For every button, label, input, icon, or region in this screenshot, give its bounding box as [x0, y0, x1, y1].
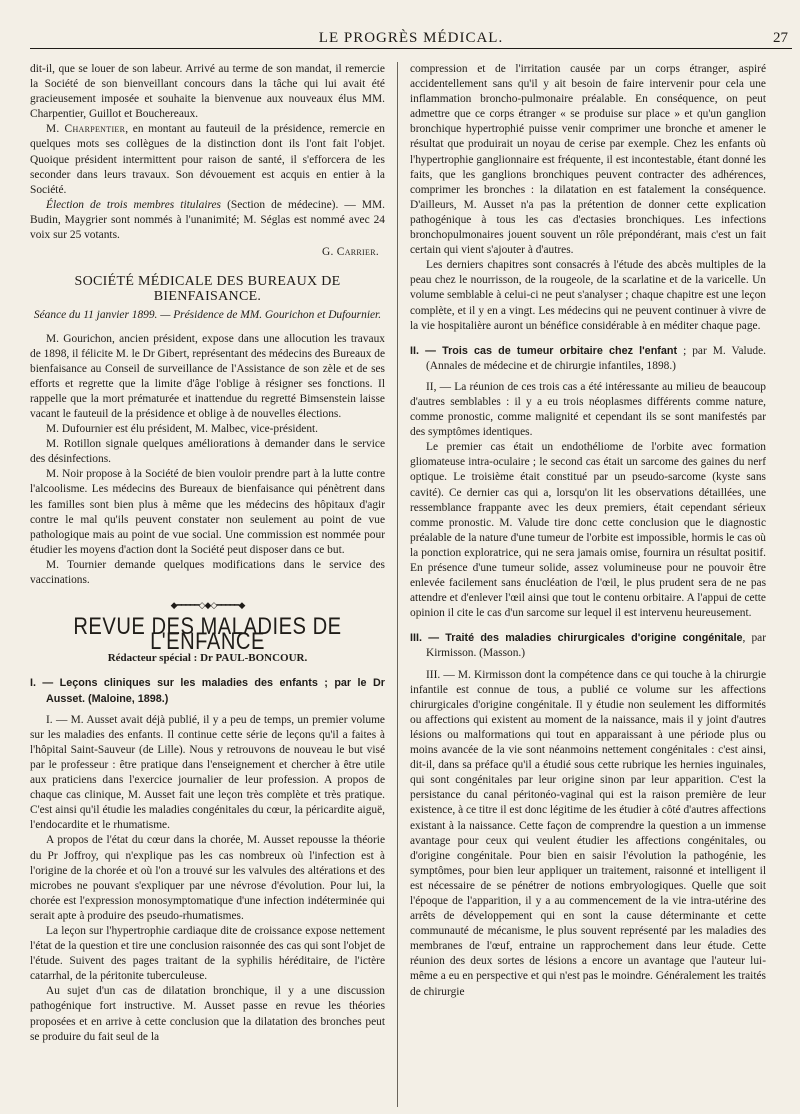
- section-title: SOCIÉTÉ MÉDICALE DES BUREAUX DE BIENFAISANCE.: [74, 274, 341, 305]
- paragraph: A propos de l'état du cœur dans la chorée, M. Ausset repousse la théorie du Pr Joffroy, qui n'explique pas les cas nombreux où l'infection est à l'origine de la chorée et où l'on a trouvé sur les valvules des altérations et des microbes ne pouvant s'expliquer par une névrose d'évolution. Pour lui, la chorée est l'expression monosymptomatique d'une infection indéterminée qui serait apte à produire des pseudo-rhumatismes.: [30, 834, 385, 922]
- paragraph-text: (Section de médecine). — MM. Budin, Maygrier sont nommés à l'unanimité; M. Séglas est nommé avec 24 voix sur 25 votants.: [30, 198, 385, 242]
- page-header: [30, 26, 792, 49]
- signature: G. Carrier.: [321, 246, 379, 259]
- paragraph: La leçon sur l'hypertrophie cardiaque dite de croissance expose nettement l'état de la question et tire une conclusion raisonnée des cas qui sont l'objet de l'étude. Suivent des pages traitant de la syphilis héréditaire, de l'ictère catarrhal, de la péritonite tuberculeuse.: [30, 924, 385, 983]
- paragraph: Le premier cas était un endothéliome de l'orbite avec formation gliomateuse intra-oculaire ; le second cas était un sarcome des gaines du nerf optique. Le troisième était constitué par un pseudo-sarcome (kyste sans cavité). Ce dernier cas qui a, lorsqu'on lit les observations détaillées, une ressemblance frappante avec les deux premiers, était cependant sérieux comme pronostic. M. Valude tire donc cette conclusion que le diagnostic préalable de la nature d'une tumeur de l'orbite est impossible, hormis le cas où la ponction exploratrice, qui ne sera jamais omise, fournira un résultat positif. En présence d'une tumeur solide, assez volumineuse pour ne pouvoir être enlevée facilement sans énucléation de l'œil, le plus prudent sera de ne pas attendre et d'enlever l'œil ainsi que tout le contenu orbitaire. A l'appui de cette opinion il cite le cas d'un sarcome sur lequel il est intervenu heureusement.: [410, 441, 766, 620]
- section-session: Séance du 11 janvier 1899. — Présidence de MM. Gourichon et Dufournier.: [33, 309, 382, 322]
- paragraph: [30, 198, 385, 243]
- page-number: 27: [773, 30, 788, 46]
- ornament-divider: ◆━━━━━◇◆◇━━━━━◆: [170, 600, 245, 611]
- paragraph: Au sujet d'un cas de dilatation bronchique, il y a une discussion pathogénique fort instructive. M. Ausset passe en revue les théories proposées et en arrive à cette conclusion que la dilatation des bronches peut se produire du fait seul de la: [30, 985, 385, 1043]
- person-name: M. Charpentier: [46, 123, 126, 136]
- paragraph: I. — M. Ausset avait déjà publié, il y a peu de temps, un premier volume sur les maladies des enfants. Il continue cette série de leçons qu'il a faites à l'hôpital Saint-Sauveur (de Lille). Nous y retrouvons de nouveau le but visé par le professeur : être pratique dans l'enseignement et chercher à être utile aux praticiens dans l'exercice journalier de leur profession. A propos de chaque cas clinique, M. Ausset fait une leçon très complète et très pratique. C'est ainsi qu'il étudie les maladies congénitales du cœur, la péricardite aiguë, l'endocardite et le rhumatisme.: [30, 713, 385, 832]
- paragraph: III. — M. Kirmisson dont la compétence dans ce qui touche à la chirurgie infantile est connue de tous, a publié ce volume sur les affections chirurgicales d'origine congénitale. Il y étudie non seulement les difformités ou affections qui existent au moment de la naissance, mais il y joint d'autres lésions ou malformations qui tout en apparaissant à une période plus ou moins avancée de la vie sont néanmoins nettement congénitales : c'est ainsi, dit-il, dans sa préface qu'il a étudié sous cette rubrique les hernies inguinales, qui sont congénitales par leur origine sinon par leur apparition. C'est la persistance du canal péritonéo-vaginal qui est la raison première de leur existence, à ce titre il est donc légitime de les étudier à côté d'autres affections existant à la naissance. Cette façon de comprendre la question a un immense avantage pour ceux qui veulent étudier les affections congénitales, ou d'origine congénitale. Pour bien en saisir l'évolution la pathogénie, les symptômes, pour bien leur appliquer un traitement, raisonné et intelligent il est nécessaire de se pénétrer de notions embryologiques. Quelle que soit l'époque de l'apparition, il y a au commencement de la vie intra-utérine des arrêts de développement qui en sont la cause déterminante et cette communauté de mécanisme, le plus souvent représenté par les maladies des membranes de l'œuf, entraine un rapprochement dans leur étude. Cette réunion des deux sortes de lésions a encore un avantage que l'auteur lui-même a eu en perspective et qui n'est pas le moindre. Généralement les traités de chirurgie: [410, 668, 766, 998]
- paragraph: M. Dufournier est élu président, M. Malbec, vice-président.: [46, 423, 319, 436]
- revue-title: REVUE DES MALADIES DE L'ENFANCE: [73, 613, 342, 656]
- paragraph: [30, 122, 385, 197]
- paragraph: II, — La réunion de ces trois cas a été intéressante au milieu de beaucoup d'autres semblables : il y a eu trois néoplasmes différents comme nature, comme pronostic, comme malignité et cependant ils se sont manifestés par des symptômes identiques.: [410, 380, 766, 439]
- paragraph: M. Tournier demande quelques modifications dans le service des vaccinations.: [30, 558, 385, 586]
- running-title: LE PROGRÈS MÉDICAL.: [318, 30, 504, 46]
- italic-heading: Élection de trois membres titulaires: [46, 198, 221, 211]
- left-column: [30, 62, 385, 1107]
- item-heading: II. — Trois cas de tumeur orbitaire chez l'enfant ; par M. Valude. (Annales de médecine et de chirurgie infantiles, 1898.): [410, 344, 766, 372]
- redacteur-line: Rédacteur spécial : Dr PAUL-BONCOUR.: [107, 652, 308, 665]
- paragraph: compression et de l'irritation causée par un corps étranger, aspiré accidentellement sans qu'il y ait besoin de faire intervenir pour cela une inflammation broncho-pulmonaire préalable. En conséquence, on peut admettre que ce corps étranger « se produise sur place » et qu'un ganglion bronchique hypertrophié puisse venir comprimer une bronche et amener le résultat que produirait un noyau de cerise par exemple. Chez les enfants où l'hypertrophie ganglionnaire est fréquente, il est incontestable, étant donné les faits, que les ganglions bronchiques peuvent contracter des adhérences, comprimer les bronches : la dilatation en est fatalement la conséquence. D'ailleurs, M. Ausset n'a pas la prétention de donner cette explication pathogénique à tous les cas d'ectasies bronchiques. Les infections bronchopulmonaires jouent souvent un rôle prépondérant, mais c'est un fait certain qui vient s'ajouter à d'autres.: [410, 63, 766, 257]
- paragraph: M. Rotillon signale quelques améliorations à demander dans le service des désinfections.: [30, 438, 385, 466]
- paragraph: M. Noir propose à la Société de bien vouloir prendre part à la lutte contre l'alcoolisme. Les médecins des Bureaux de bienfaisance qui pénètrent dans les familles sont bien plus à même que les médecins des hôpitaux d'agir contre le mal qu'ils peuvent constater non seulement au point de vue pathologique mais au point de vue social. Une commission est nommée pour étudier les moyens d'action dont la Société peut disposer dans ce but.: [30, 468, 385, 556]
- paragraph: Les derniers chapitres sont consacrés à l'étude des abcès multiples de la peau chez le nourrisson, de la rougeole, de la scarlatine et de la varicelle. Un volume semblable à celui-ci ne peut s'analyser ; chaque chapitre est une leçon complète, et il y en a vingt. Les médecins qui ne peuvent continuer à vivre de la vie hospitalière auront un bénéfice considérable à en méditer chaque page.: [410, 259, 766, 332]
- item-heading: I. — Leçons cliniques sur les maladies des enfants ; par le Dr Ausset. (Maloine, 1898.): [30, 677, 385, 705]
- column-divider: [397, 62, 398, 1107]
- right-column: [410, 62, 766, 1107]
- item-heading: III. — Traité des maladies chirurgicales d'origine congénitale, par Kirmisson. (Masson.): [410, 632, 766, 660]
- paragraph: M. Gourichon, ancien président, expose dans une allocution les travaux de 1898, il félicite M. le Dr Gibert, représentant des médecins des Bureaux de bienfaisance au Conseil de surveillance de l'Assistance de son zèle et de ses efforts et regrette que la limite d'âge l'oblige à résigner ses fonctions. Il rappelle que la mort prématurée et inattendue du regretté Bimsenstein laisse vacant le fauteuil de la présidence et oblige à de nouvelles élections.: [30, 332, 385, 420]
- paragraph-text: , en montant au fauteuil de la présidence, remercie en quelques mots ses collègues de la distinction dont ils l'ont fait l'objet. Quoique président intermittent pour raison de santé, il s'efforcera de les seconder dans leurs travaux. Son dévouement est acquis en entier à la Société.: [30, 123, 385, 196]
- paragraph: dit-il, que se louer de son labeur. Arrivé au terme de son mandat, il remercie la Société de son bienveillant concours dans la tâche qui lui avait été gracieusement imposée et souhaite la bienvenue aux nouveaux élus MM. Charpentier, Guillot et Bouchereaux.: [30, 63, 385, 121]
